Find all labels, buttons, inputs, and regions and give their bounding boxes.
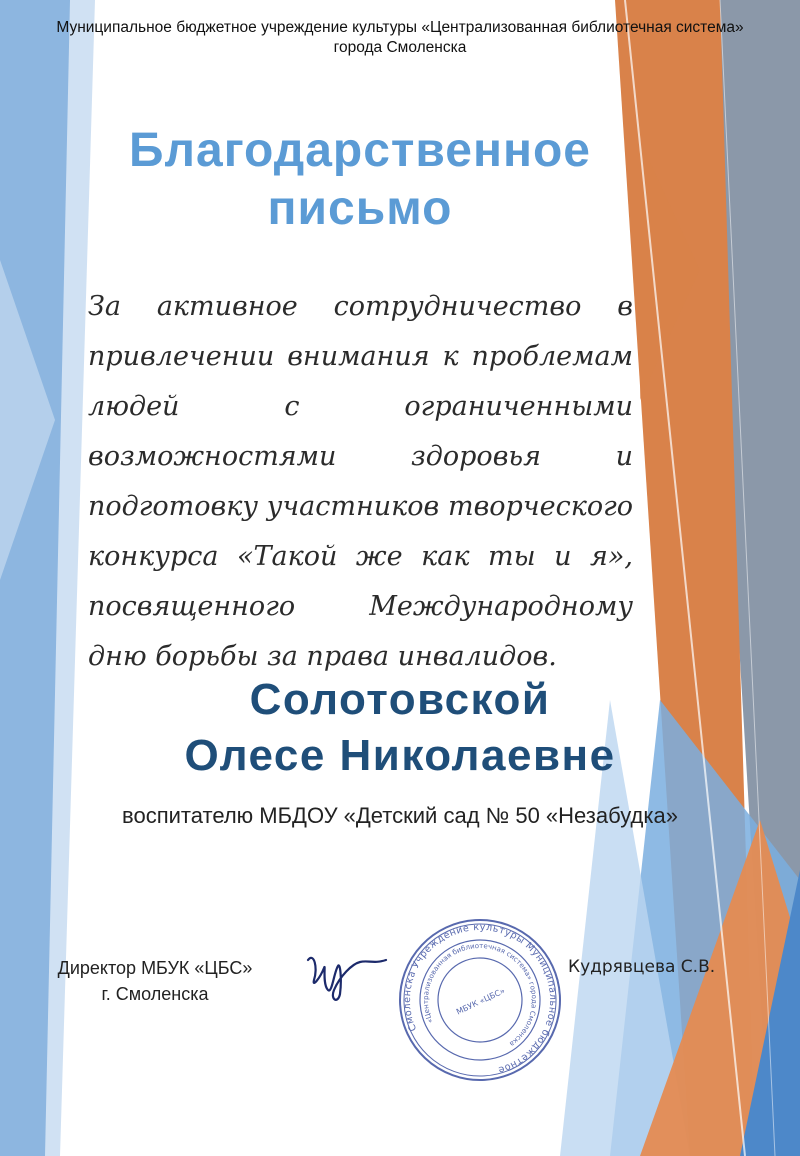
stamp-outer-text: Смоленска Учреждение культуры Муниципальное бюджетное [401, 921, 559, 1076]
signer-title [30, 955, 280, 1007]
organization-header: Муниципальное бюджетное учреждение культуры «Централизованная библиотечная система» города Смоленска [56, 19, 744, 56]
handwritten-signature [300, 938, 390, 1008]
stamp-center-text: МБУК «ЦБС» [454, 986, 507, 1017]
signer-name: Кудрявцева С.В. [568, 957, 716, 977]
signer-title-line-2: г. Смоленска [101, 984, 209, 1004]
stamp-inner-text: «Централизованная библиотечная система» города Смоленска [421, 941, 539, 1048]
recipient-position: воспитателю МБДОУ «Детский сад № 50 «Незабудка» [122, 803, 678, 828]
page-title [60, 122, 660, 238]
recipient-name [80, 672, 720, 784]
title-line-2: письмо [267, 182, 453, 235]
signer-title-line-1: Директор МБУК «ЦБС» [57, 958, 253, 978]
gratitude-text: За активное сотрудничество в привлечении внимания к проблемам людей с ограниченными возможностями здоровья и подготовку участников творческого конкурса «Такой же как ты и я», посвященного Международному дню борьбы за права инвалидов. [88, 291, 633, 672]
title-line-1: Благодарственное [129, 124, 591, 177]
recipient-surname: Солотовской [249, 675, 551, 724]
official-stamp [395, 915, 565, 1085]
recipient-given-name: Олесе Николаевне [184, 731, 616, 780]
